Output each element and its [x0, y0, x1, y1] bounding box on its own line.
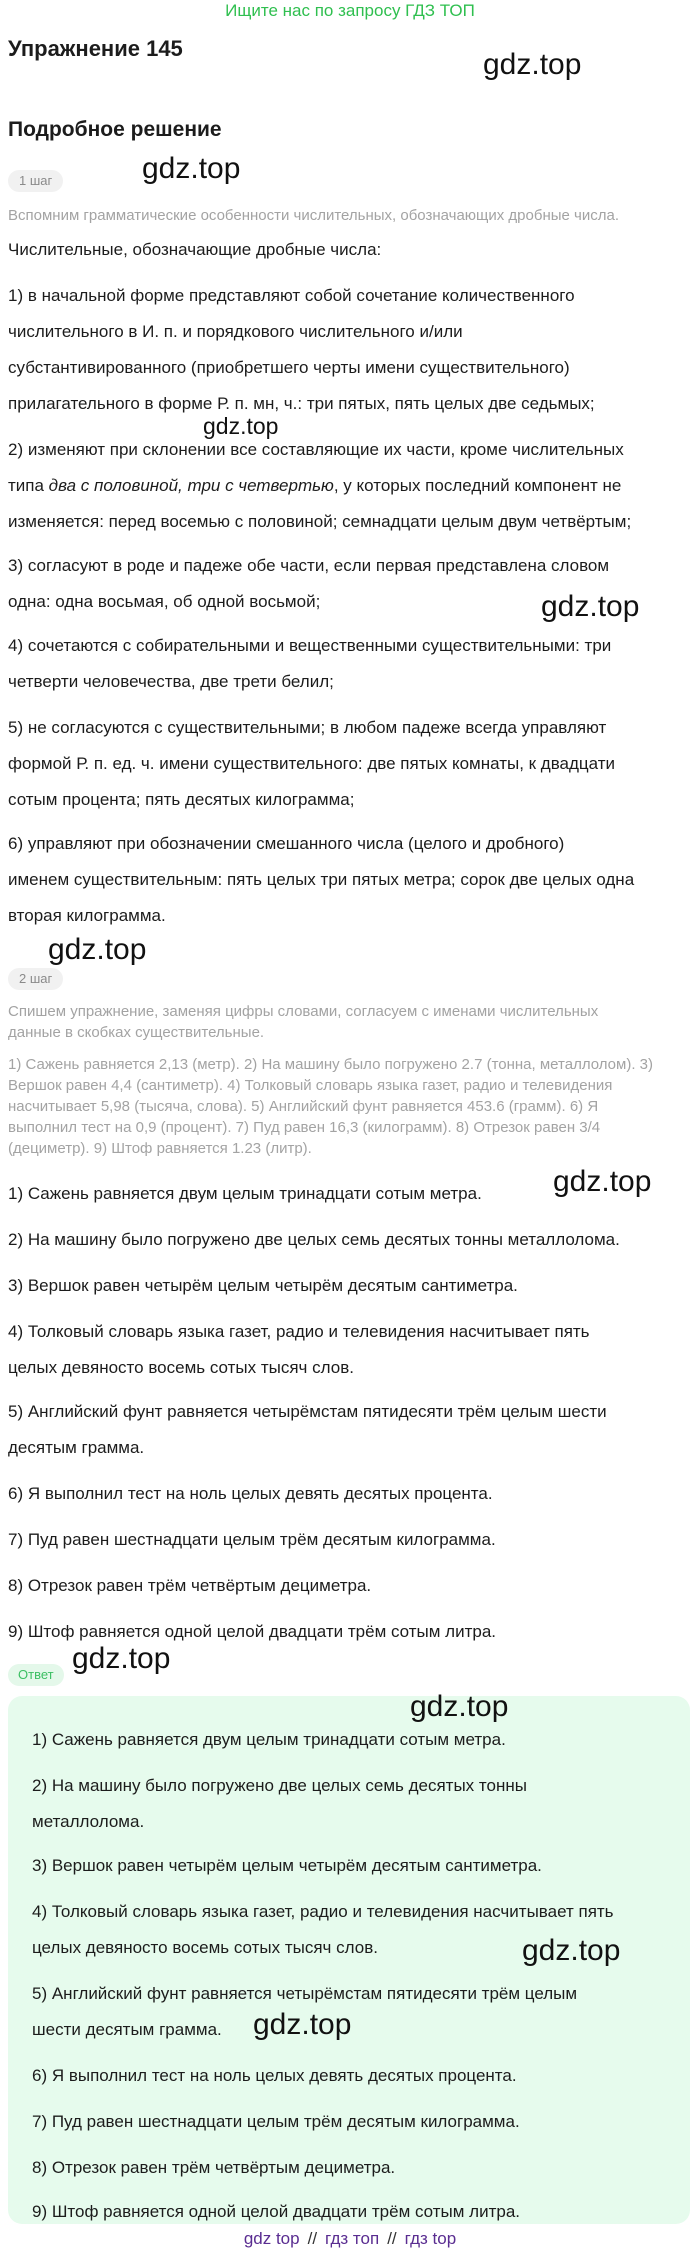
paragraph: 1) в начальной форме представляют собой сочетание количественного: [8, 286, 575, 305]
paragraph: числительного в И. п. и порядкового числительного и/или: [8, 322, 463, 341]
watermark: gdz.top: [522, 1934, 621, 1967]
paragraph: Числительные, обозначающие дробные числа:: [8, 240, 382, 259]
answer-line: 4) Толковый словарь языка газет, радио и телевидения насчитывает пять: [32, 1902, 614, 1921]
paragraph: 9) Штоф равняется одной целой двадцати трём сотым литра.: [8, 1622, 496, 1641]
answer-line: 2) На машину было погружено две целых семь десятых тонны: [32, 1776, 527, 1795]
answer-line: шести десятым грамма.: [32, 2020, 222, 2039]
paragraph: 8) Отрезок равен трём четвёртым дециметра.: [8, 1576, 372, 1595]
task-text: выполнил тест на 0,9 (процент). 7) Пуд равен 16,3 (килограмм). 8) Отрезок равен 3/4: [8, 1119, 601, 1136]
footer-link[interactable]: гдз top: [404, 2229, 457, 2248]
paragraph: 7) Пуд равен шестнадцати целым трём десятым килограмма.: [8, 1530, 496, 1549]
watermark: gdz.top: [553, 1165, 652, 1198]
answer-line: 3) Вершок равен четырём целым четырём десятым сантиметра.: [32, 1856, 542, 1875]
paragraph: изменяется: перед восемью с половиной; семнадцати целым двум четвёртым;: [8, 512, 632, 531]
answer-line: 6) Я выполнил тест на ноль целых девять десятых процента.: [32, 2066, 517, 2085]
paragraph: 4) Толковый словарь языка газет, радио и телевидения насчитывает пять: [8, 1322, 590, 1341]
paragraph: именем существительным: пять целых три пятых метра; сорок две целых одна: [8, 870, 635, 889]
answer-line: 1) Сажень равняется двум целым тринадцати сотым метра.: [32, 1730, 506, 1749]
step-hint: данные в скобках существительные.: [8, 1024, 265, 1041]
paragraph: сотым процента; пять десятых килограмма;: [8, 790, 355, 809]
search-banner: Ищите нас по запросу ГДЗ ТОП: [225, 1, 475, 20]
answer-line: 7) Пуд равен шестнадцати целым трём десятым килограмма.: [32, 2112, 520, 2131]
paragraph: субстантивированного (приобретшего черты имени существительного): [8, 358, 570, 377]
step-badge: 1 шаг: [8, 170, 63, 192]
step-hint: Спишем упражнение, заменяя цифры словами, согласуем с именами числительных: [8, 1003, 599, 1020]
paragraph: типа два с половиной, три с четвертью, у которых последний компонент не: [8, 476, 622, 495]
paragraph: 6) Я выполнил тест на ноль целых девять десятых процента.: [8, 1484, 493, 1503]
answer-line: 9) Штоф равняется одной целой двадцати трём сотым литра.: [32, 2202, 520, 2221]
footer-link[interactable]: gdz top: [243, 2229, 300, 2248]
paragraph: четверти человечества, две трети белил;: [8, 672, 334, 691]
paragraph: 4) сочетаются с собирательными и вещественными существительными: три: [8, 636, 612, 655]
answer-line: 5) Английский фунт равняется четырёмстам пятидесяти трём целым: [32, 1984, 578, 2003]
watermark: gdz.top: [142, 152, 241, 185]
step-hint: Вспомним грамматические особенности числительных, обозначающих дробные числа.: [8, 207, 619, 224]
footer-links: [0, 2228, 700, 2250]
paragraph: формой Р. п. ед. ч. имени существительного: две пятых комнаты, к двадцати: [8, 754, 616, 773]
paragraph: 3) Вершок равен четырём целым четырём десятым сантиметра.: [8, 1276, 518, 1295]
task-text: 1) Сажень равняется 2,13 (метр). 2) На машину было погружено 2.7 (тонна, металлолом). 3): [8, 1056, 653, 1073]
paragraph: целых девяносто восемь сотых тысяч слов.: [8, 1358, 354, 1377]
paragraph: 2) изменяют при склонении все составляющие их части, кроме числительных: [8, 440, 624, 459]
watermark: gdz.top: [253, 2008, 352, 2041]
answer-line: металлолома.: [32, 1812, 145, 1831]
page-title: Упражнение 145: [8, 36, 183, 61]
watermark: gdz.top: [72, 1642, 171, 1675]
task-text: насчитывает 5,98 (тысяча, слова). 5) Английский фунт равняется 453.6 (грамм). 6) Я: [8, 1098, 599, 1115]
paragraph: прилагательного в форме Р. п. мн, ч.: три пятых, пять целых две седьмых;: [8, 394, 595, 413]
answer-line: 8) Отрезок равен трём четвёртым дециметра.: [32, 2158, 396, 2177]
watermark: gdz.top: [410, 1690, 509, 1723]
footer-link[interactable]: гдз топ: [325, 2229, 380, 2248]
footer-separator: //: [307, 2229, 318, 2248]
paragraph: 5) не согласуются с существительными; в любом падеже всегда управляют: [8, 718, 607, 737]
watermark: gdz.top: [483, 48, 582, 81]
paragraph: десятым грамма.: [8, 1438, 145, 1457]
section-title: Подробное решение: [8, 118, 222, 141]
paragraph: вторая килограмма.: [8, 906, 166, 925]
watermark: gdz.top: [541, 590, 640, 623]
answer-badge: Ответ: [8, 1664, 64, 1686]
watermark: gdz.top: [48, 933, 147, 966]
footer-separator: //: [387, 2229, 397, 2248]
paragraph: 3) согласуют в роде и падеже обе части, если первая представлена словом: [8, 556, 610, 575]
answer-line: целых девяносто восемь сотых тысяч слов.: [32, 1938, 378, 1957]
task-text: (дециметр). 9) Штоф равняется 1.23 (литр).: [8, 1140, 312, 1157]
paragraph: 1) Сажень равняется двум целым тринадцати сотым метра.: [8, 1184, 482, 1203]
paragraph: 5) Английский фунт равняется четырёмстам пятидесяти трём целым шести: [8, 1402, 607, 1421]
paragraph: 6) управляют при обозначении смешанного числа (целого и дробного): [8, 834, 565, 853]
step-badge: 2 шаг: [8, 968, 63, 990]
task-text: Вершок равен 4,4 (сантиметр). 4) Толковый словарь языка газет, радио и телевидения: [8, 1077, 613, 1094]
paragraph: 2) На машину было погружено две целых семь десятых тонны металлолома.: [8, 1230, 620, 1249]
watermark: gdz.top: [203, 413, 279, 439]
paragraph: одна: одна восьмая, об одной восьмой;: [8, 592, 321, 611]
